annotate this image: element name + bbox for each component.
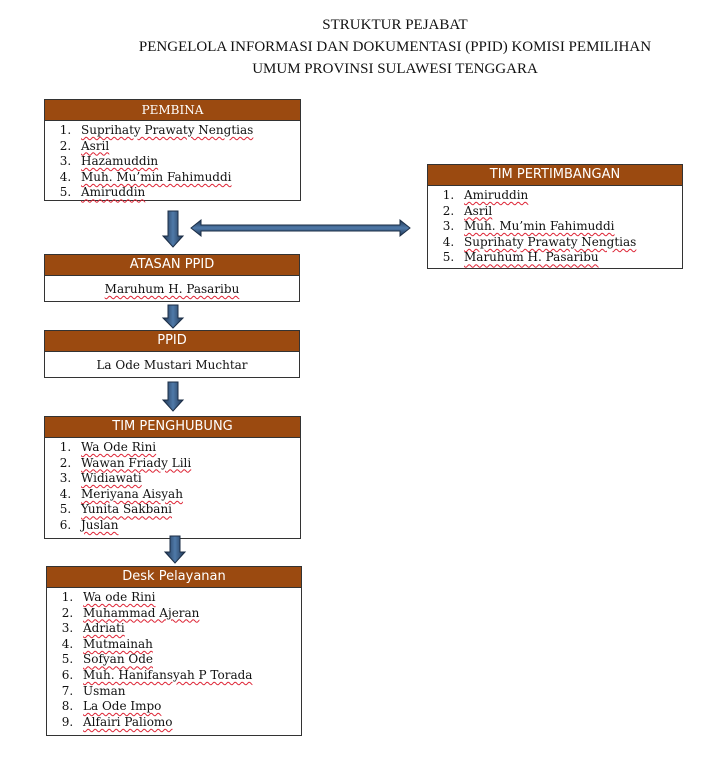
- atasan-ppid-name: Maruhum H. Pasaribu: [104, 282, 240, 296]
- list-item: 4. Meriyana Aisyah: [75, 487, 300, 503]
- list-item: 9. Alfairi Paliomo: [77, 715, 301, 731]
- list-item: 8. La Ode Impo: [77, 699, 301, 715]
- list-item: 1. Wa ode Rini: [77, 590, 301, 606]
- list-item: 6. Juslan: [75, 518, 300, 534]
- down-arrow-icon: [163, 382, 183, 411]
- desk-pelayanan-header: Desk Pelayanan: [47, 567, 301, 588]
- down-arrow-icon: [165, 536, 185, 563]
- down-arrow-icon: [163, 211, 183, 247]
- title-line-2: PENGELOLA INFORMASI DAN DOKUMENTASI (PPID) KOMISI PEMILIHAN: [138, 39, 652, 55]
- list-item: 6. Muh. Hanifansyah P Torada: [77, 668, 301, 684]
- ppid-header: PPID: [45, 331, 299, 352]
- list-item: 1. Wa Ode Rini: [75, 440, 300, 456]
- tim-penghubung-header: TIM PENGHUBUNG: [45, 417, 300, 438]
- list-item: 2. Asril: [458, 204, 682, 220]
- list-item: 1. Amiruddin: [458, 188, 682, 204]
- list-item: 3. Widiawati: [75, 471, 300, 487]
- list-item: 3. Hazamuddin: [75, 154, 300, 170]
- list-item: 3. Muh. Mu’min Fahimuddi: [458, 219, 682, 235]
- atasan-ppid-header: ATASAN PPID: [45, 255, 299, 276]
- list-item: 4. Suprihaty Prawaty Nengtias: [458, 235, 682, 251]
- list-item: 5. Sofyan Ode: [77, 652, 301, 668]
- list-item: 1. Suprihaty Prawaty Nengtias: [75, 123, 300, 139]
- ppid-name: La Ode Mustari Muchtar: [96, 358, 248, 372]
- list-item: 5. Amiruddin: [75, 185, 300, 201]
- list-item: 2. Asril: [75, 139, 300, 155]
- list-item: 2. Muhammad Ajeran: [77, 606, 301, 622]
- pembina-header: PEMBINA: [45, 100, 300, 121]
- down-arrow-icon: [163, 305, 183, 328]
- list-item: 2. Wawan Friady Lili: [75, 456, 300, 472]
- list-item: 5. Maruhum H. Pasaribu: [458, 250, 682, 266]
- list-item: 3. Adriati: [77, 621, 301, 637]
- title-line-3: UMUM PROVINSI SULAWESI TENGGARA: [252, 61, 538, 77]
- title-line-1: STRUKTUR PEJABAT: [322, 17, 468, 33]
- list-item: 5. Yunita Sakbani: [75, 502, 300, 518]
- double-arrow-icon: [191, 220, 410, 236]
- list-item: 4. Muh. Mu’min Fahimuddi: [75, 170, 300, 186]
- tim-pertimbangan-header: TIM PERTIMBANGAN: [428, 165, 682, 186]
- list-item: 7. Usman: [77, 684, 301, 700]
- list-item: 4. Mutmainah: [77, 637, 301, 653]
